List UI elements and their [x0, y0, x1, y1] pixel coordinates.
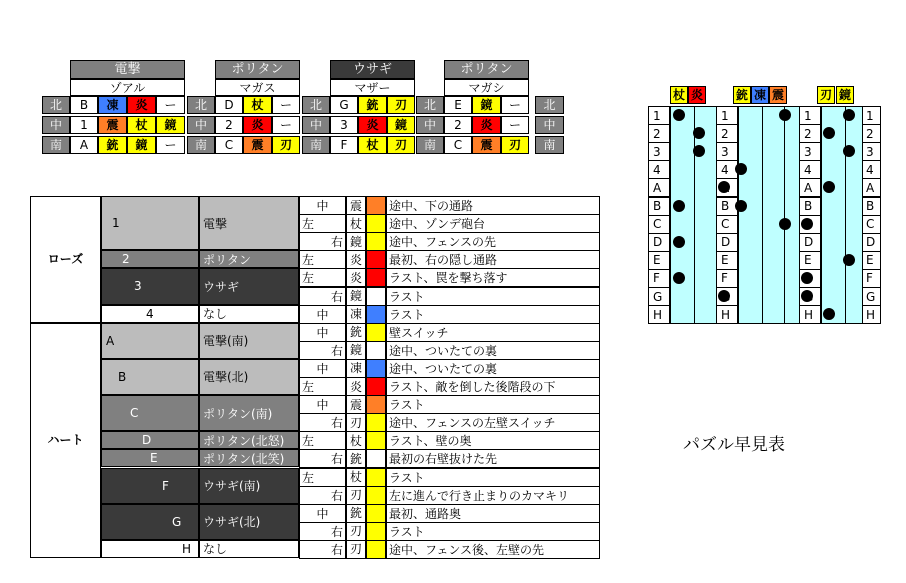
area-label: G — [330, 96, 358, 114]
row-description: 途中、ついたての裏 — [386, 359, 600, 378]
row-description: 途中、フェンス後、左壁の先 — [386, 540, 600, 559]
grid-row-label: B — [862, 197, 881, 216]
row-color-swatch — [366, 413, 386, 432]
row-color-swatch — [366, 323, 386, 342]
element-cell: 銃 — [98, 136, 127, 154]
row-position: 左 — [299, 431, 346, 450]
row-item: 炎 — [346, 377, 366, 396]
direction-label: 中 — [302, 116, 330, 134]
section-label-rose: ローズ — [30, 196, 101, 323]
grid-row-label: D — [648, 233, 670, 252]
group-name: 電撃(北) — [199, 359, 299, 395]
row-color-swatch — [366, 431, 386, 450]
group-sub: マガシ — [444, 79, 529, 96]
row-description: ラスト、罠を撃ち落す — [386, 268, 600, 287]
match-dot — [673, 200, 685, 212]
grid-row-label: 4 — [862, 160, 881, 179]
match-dot — [801, 272, 813, 284]
match-dot — [673, 272, 685, 284]
grid-row-label: D — [799, 233, 821, 252]
grid-row-label: 1 — [799, 106, 821, 125]
element-cell: ー — [156, 136, 185, 154]
group-name: ポリタン(南) — [199, 395, 299, 431]
grid-row-label: B — [799, 197, 821, 216]
group-key: B — [101, 359, 199, 395]
row-item: 杖 — [346, 431, 366, 450]
row-position: 左 — [299, 468, 346, 487]
grid-row-label: D — [716, 233, 738, 252]
direction-label: 南 — [416, 136, 444, 154]
match-dot — [779, 218, 791, 230]
grid-row-label: F — [648, 269, 670, 288]
grid-header-element: 震 — [769, 86, 787, 104]
direction-label: 南 — [302, 136, 330, 154]
grid-row-label: D — [862, 233, 881, 252]
group-key: D — [101, 431, 199, 449]
match-dot — [718, 290, 730, 302]
element-cell: ー — [501, 96, 529, 114]
area-label: B — [70, 96, 98, 114]
element-cell: 炎 — [243, 116, 272, 134]
group-name: ポリタン — [199, 250, 299, 268]
element-cell: 凍 — [98, 96, 127, 114]
grid-row-label: 4 — [799, 160, 821, 179]
grid-row-label: F — [862, 269, 881, 288]
group-name: 電撃 — [199, 196, 299, 250]
grid-line — [845, 106, 846, 323]
row-position: 中 — [299, 196, 346, 215]
grid-row-label: 1 — [862, 106, 881, 125]
area-label: C — [215, 136, 243, 154]
row-description: 途中、ついたての裏 — [386, 341, 600, 360]
row-color-swatch — [366, 468, 386, 487]
area-label: 1 — [70, 116, 98, 134]
row-position: 左 — [299, 377, 346, 396]
grid-row-label: F — [716, 269, 738, 288]
grid-header-element: 凍 — [751, 86, 769, 104]
grid-row-label: 3 — [648, 142, 670, 161]
area-label: C — [444, 136, 472, 154]
grid-row-label: H — [862, 305, 881, 324]
grid-row-label: E — [799, 251, 821, 270]
grid-header-element: 炎 — [688, 86, 706, 104]
group-name: なし — [199, 540, 299, 558]
row-description: 途中、下の通路 — [386, 196, 600, 215]
row-position: 左 — [299, 268, 346, 287]
group-name: ウサギ — [330, 60, 415, 79]
group-key: F — [101, 468, 199, 504]
match-dot — [801, 290, 813, 302]
element-cell: 震 — [472, 136, 501, 154]
group-key: G — [101, 504, 199, 540]
element-cell: 鏡 — [156, 116, 185, 134]
group-name: ウサギ — [199, 268, 299, 304]
grid-frame — [648, 106, 881, 324]
row-color-swatch — [366, 486, 386, 505]
grid-row-label: E — [716, 251, 738, 270]
element-cell: 刃 — [387, 96, 415, 114]
row-item: 凍 — [346, 359, 366, 378]
row-description: ラスト、壁の奥 — [386, 431, 600, 450]
area-label: A — [70, 136, 98, 154]
row-color-swatch — [366, 305, 386, 324]
element-cell: 震 — [98, 116, 127, 134]
group-name: なし — [199, 305, 299, 323]
row-color-swatch — [366, 395, 386, 414]
row-item: 震 — [346, 395, 366, 414]
row-description: ラスト — [386, 522, 600, 541]
grid-row-label: 2 — [862, 124, 881, 143]
direction-label: 中 — [42, 116, 70, 134]
grid-row-label: 3 — [799, 142, 821, 161]
row-item: 炎 — [346, 268, 366, 287]
grid-row-label: H — [716, 305, 738, 324]
group-key: 3 — [101, 268, 199, 304]
element-cell: 鏡 — [472, 96, 501, 114]
grid-row-label: G — [862, 287, 881, 306]
row-item: 鏡 — [346, 287, 366, 306]
grid-header-element: 刃 — [817, 86, 835, 104]
row-position: 中 — [299, 323, 346, 342]
element-cell: 鏡 — [387, 116, 415, 134]
element-cell: 震 — [243, 136, 272, 154]
match-dot — [673, 236, 685, 248]
grid-row-label: 3 — [862, 142, 881, 161]
row-item: 刃 — [346, 540, 366, 559]
row-item: 炎 — [346, 250, 366, 269]
grid-row-label: E — [648, 251, 670, 270]
grid-row-label: C — [648, 215, 670, 234]
grid-row-label: E — [862, 251, 881, 270]
grid-line — [821, 106, 822, 323]
row-color-swatch — [366, 268, 386, 287]
row-item: 震 — [346, 196, 366, 215]
row-item: 刃 — [346, 486, 366, 505]
group-name: ウサギ(南) — [199, 468, 299, 504]
row-item: 杖 — [346, 468, 366, 487]
row-position: 右 — [299, 540, 346, 559]
row-description: ラスト — [386, 305, 600, 324]
grid-line — [738, 106, 739, 323]
group-key: H — [101, 540, 199, 558]
row-position: 右 — [299, 232, 346, 251]
row-position: 右 — [299, 287, 346, 306]
element-cell: 刃 — [387, 136, 415, 154]
grid-line — [784, 106, 785, 323]
row-description: ラスト — [386, 468, 600, 487]
direction-label: 南 — [535, 136, 564, 154]
page-title: パズル早見表 — [683, 435, 785, 455]
area-label: 2 — [444, 116, 472, 134]
direction-label: 南 — [187, 136, 215, 154]
element-cell: ー — [272, 96, 300, 114]
element-cell: 杖 — [127, 116, 156, 134]
grid-line — [670, 106, 671, 323]
match-dot — [823, 127, 835, 139]
element-cell: 杖 — [243, 96, 272, 114]
match-dot — [823, 308, 835, 320]
group-key: 1 — [101, 196, 199, 250]
grid-header-element: 杖 — [670, 86, 688, 104]
row-item: 杖 — [346, 214, 366, 233]
match-dot — [779, 109, 791, 121]
row-position: 右 — [299, 449, 346, 468]
section-label-heart: ハート — [30, 323, 101, 558]
row-description: ラスト — [386, 395, 600, 414]
direction-label: 中 — [187, 116, 215, 134]
row-description: 壁スイッチ — [386, 323, 600, 342]
row-position: 中 — [299, 395, 346, 414]
row-color-swatch — [366, 341, 386, 360]
group-name: ポリタン — [215, 60, 300, 79]
row-item: 銃 — [346, 323, 366, 342]
area-label: 2 — [215, 116, 243, 134]
row-color-swatch — [366, 359, 386, 378]
row-color-swatch — [366, 449, 386, 468]
grid-header-element: 銃 — [733, 86, 751, 104]
grid-line — [694, 106, 695, 323]
row-position: 右 — [299, 486, 346, 505]
group-name: 電撃 — [70, 60, 185, 79]
row-position: 右 — [299, 413, 346, 432]
row-item: 刃 — [346, 413, 366, 432]
row-description: 左に進んで行き止まりのカマキリ — [386, 486, 600, 505]
row-description: ラスト、敵を倒した後階段の下 — [386, 377, 600, 396]
row-description: 途中、フェンスの先 — [386, 232, 600, 251]
group-key: A — [101, 323, 199, 359]
group-key: 2 — [101, 250, 199, 268]
grid-row-label: C — [862, 215, 881, 234]
row-item: 凍 — [346, 305, 366, 324]
area-label: E — [444, 96, 472, 114]
direction-label: 南 — [42, 136, 70, 154]
group-key: 4 — [101, 305, 199, 323]
element-cell: 刃 — [272, 136, 300, 154]
group-key: E — [101, 449, 199, 467]
grid-row-label: 4 — [716, 160, 738, 179]
row-description: 最初、右の隠し通路 — [386, 250, 600, 269]
grid-header-element: 鏡 — [836, 86, 854, 104]
direction-label: 中 — [416, 116, 444, 134]
row-position: 中 — [299, 504, 346, 523]
row-position: 左 — [299, 250, 346, 269]
direction-label: 北 — [187, 96, 215, 114]
row-description: 最初、通路奥 — [386, 504, 600, 523]
grid-row-label: H — [799, 305, 821, 324]
grid-row-label: 2 — [648, 124, 670, 143]
row-item: 鏡 — [346, 341, 366, 360]
grid-row-label: A — [862, 178, 881, 197]
element-cell: 炎 — [472, 116, 501, 134]
grid-row-label: 4 — [648, 160, 670, 179]
row-color-swatch — [366, 232, 386, 251]
row-color-swatch — [366, 196, 386, 215]
direction-label: 北 — [302, 96, 330, 114]
grid-row-label: 2 — [716, 124, 738, 143]
row-color-swatch — [366, 540, 386, 559]
direction-label: 北 — [416, 96, 444, 114]
group-name: ウサギ(北) — [199, 504, 299, 540]
grid-row-label: H — [648, 305, 670, 324]
grid-row-label: 1 — [716, 106, 738, 125]
element-cell: ー — [156, 96, 185, 114]
row-item: 銃 — [346, 449, 366, 468]
grid-row-label: 3 — [716, 142, 738, 161]
area-label: F — [330, 136, 358, 154]
grid-row-label: A — [799, 178, 821, 197]
group-sub: ゾアル — [70, 79, 185, 96]
element-cell: 刃 — [501, 136, 529, 154]
group-name: ポリタン(北笑) — [199, 449, 299, 467]
row-item: 鏡 — [346, 232, 366, 251]
element-cell: 杖 — [358, 136, 387, 154]
row-position: 中 — [299, 359, 346, 378]
row-color-swatch — [366, 214, 386, 233]
match-dot — [801, 218, 813, 230]
row-description: 最初の右壁抜けた先 — [386, 449, 600, 468]
direction-label: 北 — [535, 96, 564, 114]
row-description: 途中、ゾンデ砲台 — [386, 214, 600, 233]
row-item: 銃 — [346, 504, 366, 523]
element-cell: 鏡 — [127, 136, 156, 154]
grid-row-label: B — [648, 197, 670, 216]
row-description: ラスト — [386, 287, 600, 306]
area-label: D — [215, 96, 243, 114]
grid-row-label: 1 — [648, 106, 670, 125]
group-name: ポリタン(北怒) — [199, 431, 299, 449]
group-key: C — [101, 395, 199, 431]
grid-row-label: C — [716, 215, 738, 234]
grid-line — [762, 106, 763, 323]
row-item: 刃 — [346, 522, 366, 541]
match-dot — [735, 200, 747, 212]
group-sub: マガス — [215, 79, 300, 96]
element-cell: 炎 — [358, 116, 387, 134]
row-position: 右 — [299, 522, 346, 541]
row-color-swatch — [366, 250, 386, 269]
row-position: 右 — [299, 341, 346, 360]
row-description: 途中、フェンスの左壁スイッチ — [386, 413, 600, 432]
grid-row-label: G — [648, 287, 670, 306]
group-sub: マザー — [330, 79, 415, 96]
row-position: 中 — [299, 305, 346, 324]
row-position: 左 — [299, 214, 346, 233]
match-dot — [673, 109, 685, 121]
row-color-swatch — [366, 287, 386, 306]
grid-row-label: 2 — [799, 124, 821, 143]
direction-label: 中 — [535, 116, 564, 134]
element-cell: ー — [501, 116, 529, 134]
element-cell: 銃 — [358, 96, 387, 114]
element-cell: ー — [272, 116, 300, 134]
grid-row-label: A — [648, 178, 670, 197]
direction-label: 北 — [42, 96, 70, 114]
element-cell: 炎 — [127, 96, 156, 114]
row-color-swatch — [366, 522, 386, 541]
row-color-swatch — [366, 377, 386, 396]
group-name: 電撃(南) — [199, 323, 299, 359]
grid-row-label: B — [716, 197, 738, 216]
row-color-swatch — [366, 504, 386, 523]
area-label: 3 — [330, 116, 358, 134]
group-name: ポリタン — [444, 60, 529, 79]
